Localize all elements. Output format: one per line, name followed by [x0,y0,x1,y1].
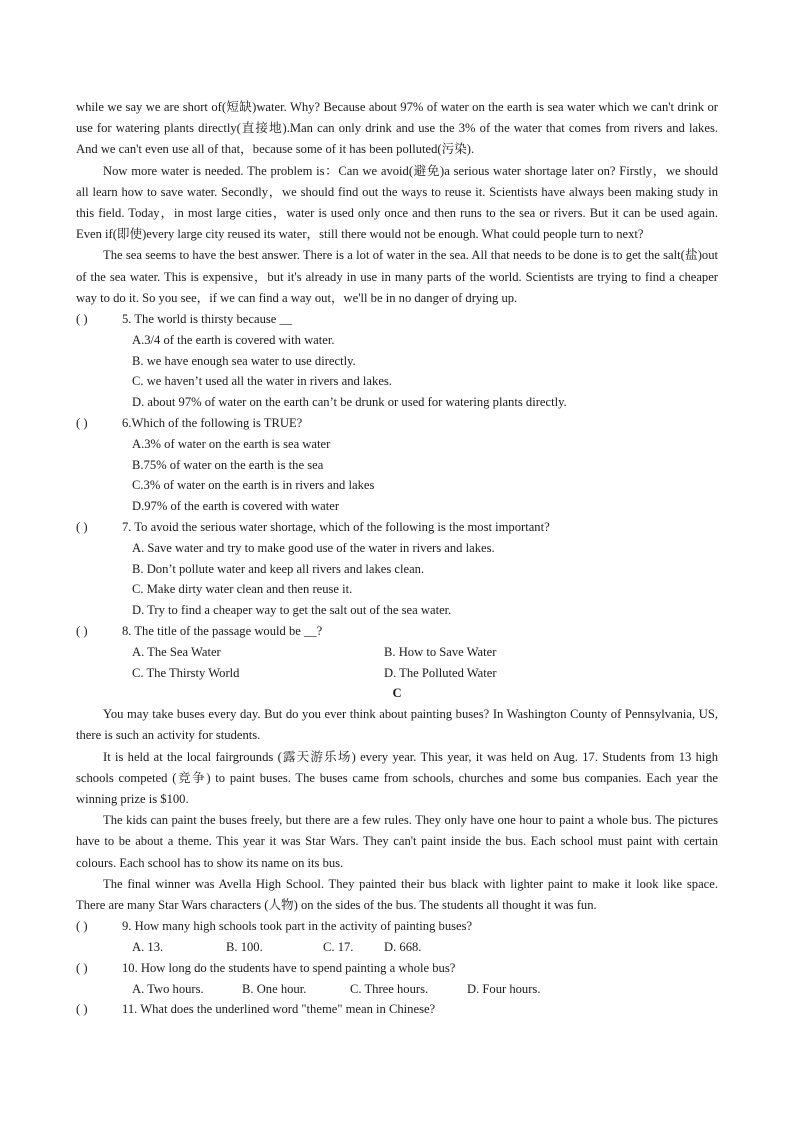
answer-bracket[interactable]: ( ) [76,416,88,431]
question-9 [76,916,718,937]
options-row [132,642,718,663]
section-heading-c: C [392,686,402,701]
question-text: 7. To avoid the serious water shortage, which of the following is the most important? [122,520,550,534]
answer-bracket[interactable]: ( ) [76,623,88,638]
passage-b-paragraph-3: The sea seems to have the best answer. There is a lot of water in the sea. All that needs to be done is to get the salt(盐)out of the sea water. This is expensive，but it's already in use in many parts of the world. Scientists are trying to find a cheaper way to do it. So you see，if we can find a way out，we'll be in no danger of drying up. [76,248,718,305]
option-b: B. 100. [226,940,263,954]
page-content [76,97,718,1020]
option-c: C. we haven’t used all the water in rivers and lakes. [132,374,392,389]
passage-b-paragraph-2: Now more water is needed. The problem is：Can we avoid(避免)a serious water shortage later on? Firstly，we should all learn how to save water. Secondly，we should find out the ways to reuse it. Scientists have always been making study in this field. Today，in most large cities，water is used only once and then runs to the sea or rivers. But it can be used again. Even if(即使)every large city reused its water，still there would not be enough. What could people turn to next? [76,163,718,242]
option-b: B. we have enough sea water to use directly. [132,353,356,368]
passage-c-paragraph-3: The kids can paint the buses freely, but there are a few rules. They only have one hour to paint a whole bus. The pictures have to be about a theme. This year it was Star Wars. They can't paint inside the bus. Each school must paint with certain colours. Each school has to show its name on its bus. [76,813,718,870]
option-c: C. The Thirsty World [132,665,240,680]
options-row [132,663,718,684]
option-b: B. How to Save Water [384,644,497,659]
option-b: B. One hour. [242,981,307,996]
option-d: D. Try to find a cheaper way to get the salt out of the sea water. [132,603,452,618]
options-row [132,979,718,1000]
passage-b-paragraph-1: while we say we are short of(短缺)water. Why? Because about 97% of water on the earth is sea water which we can't drink or use for watering plants directly(直接地).Man can only drink and use the 3% of the water that comes from rivers and lakes. And we can't even use all of that，because some of it has been polluted(污染). [76,100,718,157]
option-a: A. 13. [132,940,164,954]
passage-c-paragraph-2: It is held at the local fairgrounds (露天游乐场) every year. This year, it was held on Aug. 17. Students from 13 high schools competed (竞争) to paint buses. The buses came from schools, churches and some bus companies. Each year the winning prize is $100. [76,749,718,806]
option-c: C.3% of water on the earth is in rivers and lakes [132,478,375,493]
options-row [132,937,718,958]
question-text: 10. How long do the students have to spend painting a whole bus? [122,960,456,975]
option-d: D. The Polluted Water [384,665,497,680]
option-d: D.97% of the earth is covered with water [132,499,340,514]
question-text: 8. The title of the passage would be __? [122,623,323,638]
option-a: A.3/4 of the earth is covered with water. [132,332,335,347]
passage-c-paragraph-4: The final winner was Avella High School. They painted their bus black with lighter paint to make it look like space. There are many Star Wars characters (人物) on the sides of the bus. The students all thought it was fun. [76,876,718,912]
option-a: A. The Sea Water [132,644,221,659]
answer-bracket[interactable]: ( ) [76,919,88,934]
option-a: A. Two hours. [132,981,204,996]
option-b: B. Don’t pollute water and keep all rivers and lakes clean. [132,561,425,576]
question-5 [76,309,718,330]
answer-bracket[interactable]: ( ) [76,312,88,327]
option-b: B.75% of water on the earth is the sea [132,457,324,472]
question-text: 11. What does the underlined word "theme" mean in Chinese? [122,1002,436,1017]
question-8 [76,621,718,642]
question-10 [76,958,718,979]
option-d: D. Four hours. [467,981,541,996]
option-c: C. Three hours. [350,981,429,996]
answer-bracket[interactable]: ( ) [76,520,88,534]
option-c: C. Make dirty water clean and then reuse it. [132,582,353,597]
option-d: D. 668. [384,940,422,954]
option-a: A. Save water and try to make good use of the water in rivers and lakes. [132,540,495,555]
option-d: D. about 97% of water on the earth can’t be drunk or used for watering plants directly. [132,395,567,410]
option-a: A.3% of water on the earth is sea water [132,436,331,451]
passage-c-paragraph-1: You may take buses every day. But do you ever think about painting buses? In Washington County of Pennsylvania, US, there is such an activity for students. [76,707,718,743]
question-11 [76,999,718,1020]
question-text: 6.Which of the following is TRUE? [122,416,303,431]
question-7 [76,517,718,538]
question-text: 9. How many high schools took part in the activity of painting buses? [122,919,473,934]
answer-bracket[interactable]: ( ) [76,1002,88,1017]
question-text: 5. The world is thirsty because __ [122,312,293,327]
question-6 [76,413,718,434]
option-c: C. 17. [323,940,354,954]
answer-bracket[interactable]: ( ) [76,960,88,975]
